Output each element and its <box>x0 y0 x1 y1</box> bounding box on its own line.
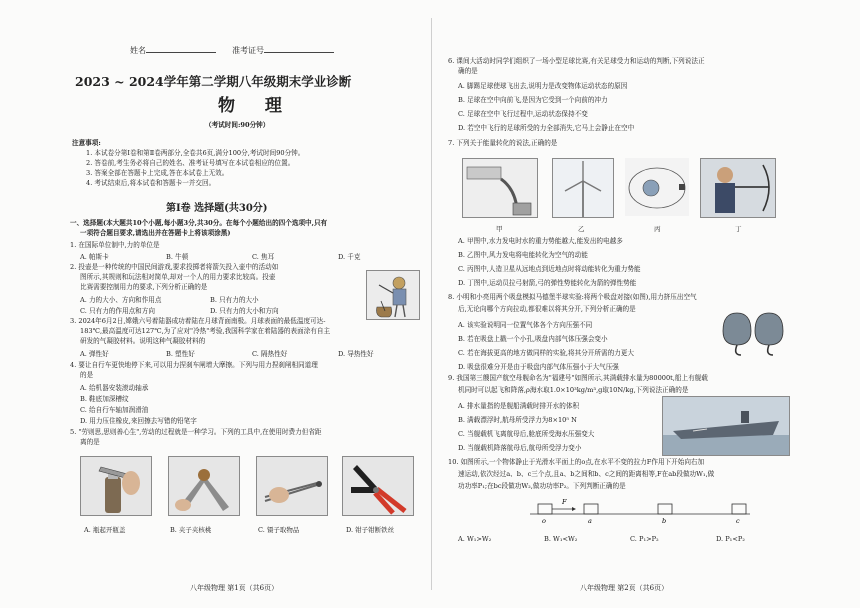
page-2-footer: 八年级物理 第2页（共6页） <box>580 584 669 592</box>
page-1-footer: 八年级物理 第1页（共6页） <box>190 584 279 592</box>
q6-option-c: C. 足球在空中飞行过程中,运动状态保持不变 <box>458 110 588 118</box>
subject-title: 物 理 <box>218 96 294 116</box>
question-10-line: 速运动,依次经过a、b、c三个点,且a、b之间和b、c之间的距离相等,F在ab段做功W₁,做 <box>458 470 715 478</box>
q9-option-b: B. 满载漂浮时,航母所受浮力为8×10⁵ N <box>458 416 577 424</box>
q9-option-a: A. 排水量指的是舰船满载时排开水的体积 <box>458 402 580 410</box>
q4-option-a: A. 给机器安装滚动轴承 <box>80 384 149 392</box>
suction-cups-image <box>715 305 791 357</box>
right-column <box>440 0 812 608</box>
notice-item: 2. 答卷前,考生务必将自己的姓名、准考证号填写在本试卷相应的位置。 <box>86 159 295 167</box>
question-4-line: 的是 <box>80 371 94 379</box>
question-10-line: 功功率P₁;在bc段做功W₂,做功功率P₂。下列判断正确的是 <box>458 482 626 490</box>
question-6-line: 6. 课间大活动时同学们组织了一场小型足球比赛,有关足球受力和运动的判断,下列说法正 <box>448 57 705 65</box>
q1-option-d: D. 千克 <box>338 253 361 261</box>
block-a <box>584 504 598 514</box>
q8-option-c: C. 若在海拔更高的地方做同样的实验,将其分开所需的力更大 <box>458 349 634 357</box>
exam-number-label: 准考证号 <box>232 46 264 55</box>
q6-option-a: A. 脚踢足球使球飞出去,说明力是改变物体运动状态的原因 <box>458 82 628 90</box>
question-3-line: 3. 2024年6月2日,嫦娥六号着陆器成功着陆在月球背面南极。月球表面的最低温度可达- <box>70 317 326 325</box>
question-9-line: 9. 我国第三艘国产航空母舰命名为"福建号"如图所示,其满载排水量为80000t,船上有舰载 <box>448 374 708 382</box>
q5-caption-b: B. 夹子夹核桃 <box>170 526 212 534</box>
question-5-line: 5. "劳则思,思则善心生",劳动的过程就是一种学习。下列的工具中,在使用时费力但省距 <box>70 428 322 436</box>
q1-option-a: A. 帕斯卡 <box>80 253 109 261</box>
name-field <box>130 45 216 55</box>
q6-option-b: B. 足球在空中向前飞,是因为它受到一个向前的冲力 <box>458 96 608 104</box>
question-3-line: 183℃,最高温度可达127℃,为了应对"冷热"考验,我国科学家在着陆器的表面涂有自主 <box>80 327 331 335</box>
block-c <box>732 504 746 514</box>
block-o <box>538 504 552 514</box>
q2-option-c: C. 只有力的作用点和方向 <box>80 307 155 315</box>
question-5-line: 离的是 <box>80 438 100 446</box>
q1-option-c: C. 焦耳 <box>252 253 275 261</box>
time-note: （考试时间:90分钟） <box>205 121 270 129</box>
column-divider <box>431 18 432 590</box>
satellite-orbit-image <box>625 158 689 216</box>
exam-number-blank <box>264 45 334 53</box>
q8-option-d: D. 吸盘很难分开是由于吸盘内部气体压强小于大气压强 <box>458 363 619 371</box>
name-blank <box>146 45 216 53</box>
section-1-intro: 一项符合题目要求,请选出并在答题卡上将该项涂黑) <box>80 229 231 237</box>
force-arrowhead <box>572 507 576 511</box>
notice-item: 4. 考试结束后,将本试卷和答题卡一并交回。 <box>86 179 216 187</box>
notice-heading: 注意事项: <box>72 139 101 147</box>
q5-caption-a: A. 瓶起开瓶盖 <box>84 526 126 534</box>
q9-option-c: C. 当舰载机飞离航母后,舱底所受海水压强变大 <box>458 430 595 438</box>
q2-option-d: D. 只有力的大小和方向 <box>210 307 279 315</box>
question-6-line: 确的是 <box>458 67 478 75</box>
q7-option-d: D. 丁图中,运动员拉弓射箭,弓的弹性势能转化为箭的弹性势能 <box>458 279 637 287</box>
pitch-pot-illustration <box>366 270 420 320</box>
question-8-line: 8. 小明和小亮用两个吸盘模拟马德堡半球实验:将两个吸盘对接(如图),用力挤压出空气 <box>448 293 697 301</box>
question-2-line: 2. 投壶是一种传统的中国民间游戏,要求投掷者将箭矢投入壶中的活动如 <box>70 263 279 271</box>
point-a-label: a <box>588 517 592 525</box>
question-2-line: 图所示,其规则和玩法相对简单,却对一个人的用力要求比较高。投壶 <box>80 273 276 281</box>
q10-option-c: C. P₁>P₂ <box>630 535 659 543</box>
question-3-line: 研发的气凝胶材料。说明这种气凝胶材料的 <box>80 337 206 345</box>
motion-diagram <box>520 494 760 526</box>
q8-option-a: A. 该实验说明同一位置气体各个方向压强不同 <box>458 321 593 329</box>
q5-caption-d: D. 钳子钳断铁丝 <box>346 526 395 534</box>
question-4-line: 4. 要让自行车更快地停下来,可以用力捏刹车闸增大摩擦。下列与用力捏刹闸相同道理 <box>70 361 318 369</box>
left-column <box>70 0 425 608</box>
notice-item: 1. 本试卷分第Ⅰ卷和第Ⅱ卷两部分,全卷共6页,满分100分,考试时间90分钟。 <box>86 149 305 157</box>
question-2-line: 比赛需要控制用力的要求,下列分析正确的是 <box>80 283 208 291</box>
q9-option-d: D. 当舰载机降落航母后,航母所受浮力变小 <box>458 444 582 452</box>
q10-option-d: D. P₁<P₂ <box>716 535 745 543</box>
q7-caption-jia: 甲 <box>496 225 503 233</box>
section-1-intro: 一、选择题(本大题共10个小题,每小题3分,共30分。在每个小题给出的四个选项中,只有 <box>70 219 328 227</box>
q3-option-d: D. 导热性好 <box>338 350 374 358</box>
q1-option-b: B. 牛顿 <box>166 253 189 261</box>
q7-option-b: B. 乙图中,风力发电将电能转化为空气的动能 <box>458 251 588 259</box>
q2-option-a: A. 力的大小、方向和作用点 <box>80 296 162 304</box>
section-1-title: 第Ⅰ卷 选择题(共30分) <box>166 203 268 214</box>
motion-diagram-svg <box>520 494 760 526</box>
q3-option-b: B. 塑性好 <box>166 350 195 358</box>
question-8-line: 后,无论向哪个方向拉动,都很难以将其分开,下列分析正确的是 <box>458 305 636 313</box>
wind-turbine-image <box>552 158 614 218</box>
hydro-power-image <box>462 158 538 218</box>
question-1: 1. 在国际单位制中,力的单位是 <box>70 241 160 249</box>
exam-title: 2023 ~ 2024学年第二学期八年级期末学业诊断 <box>75 74 352 89</box>
tweezers-image <box>256 456 328 516</box>
q3-option-c: C. 隔热性好 <box>252 350 288 358</box>
nutcracker-image <box>168 456 240 516</box>
question-10-line: 10. 如图所示,一个物体静止于光滑水平面上的o点,在水平不变的拉力F作用下开始向右加 <box>448 458 705 466</box>
aircraft-carrier-image <box>662 396 790 456</box>
point-b-label: b <box>662 517 667 525</box>
q10-option-b: B. W₁<W₂ <box>544 535 578 543</box>
q4-option-c: C. 给自行车轴加润滑油 <box>80 406 149 414</box>
question-7: 7. 下列关于能量转化的说法,正确的是 <box>448 139 558 147</box>
pliers-image <box>342 456 414 516</box>
block-b <box>658 504 672 514</box>
bottle-opener-image <box>80 456 152 516</box>
notice-item: 3. 答案全部在答题卡上完成,答在本试卷上无效。 <box>86 169 229 177</box>
name-label: 姓名 <box>130 46 146 55</box>
q6-option-d: D. 若空中飞行的足球所受的力全部消失,它马上会静止在空中 <box>458 124 635 132</box>
q7-caption-yi: 乙 <box>578 225 585 233</box>
q2-option-b: B. 只有力的大小 <box>210 296 259 304</box>
q4-option-d: D. 用力压住橡皮,来回擦去写错的铅笔字 <box>80 417 197 425</box>
point-o-label: o <box>542 517 546 525</box>
q4-option-b: B. 鞋底加深槽纹 <box>80 395 129 403</box>
q10-option-a: A. W₁>W₂ <box>458 535 492 543</box>
point-c-label: c <box>736 517 740 525</box>
q7-option-a: A. 甲图中,水力发电时水的重力势能越大,能发出的电越多 <box>458 237 623 245</box>
q8-option-b: B. 若在吸盘上戳一个小孔,吸盘内部气体压强会变小 <box>458 335 608 343</box>
q5-caption-c: C. 镊子取物品 <box>258 526 300 534</box>
q7-option-c: C. 丙图中,人造卫星从远地点到近地点时将动能转化为重力势能 <box>458 265 641 273</box>
exam-number-field <box>232 45 334 55</box>
q7-caption-ding: 丁 <box>735 225 742 233</box>
q3-option-a: A. 弹性好 <box>80 350 109 358</box>
q7-caption-bing: 丙 <box>654 225 661 233</box>
force-label: F <box>562 498 567 506</box>
archer-image <box>700 158 776 218</box>
question-9-line: 机同时可以起飞和降落,ρ海水取1.0×10³kg/m³,g取10N/kg,下列说法正确的是 <box>458 386 689 394</box>
